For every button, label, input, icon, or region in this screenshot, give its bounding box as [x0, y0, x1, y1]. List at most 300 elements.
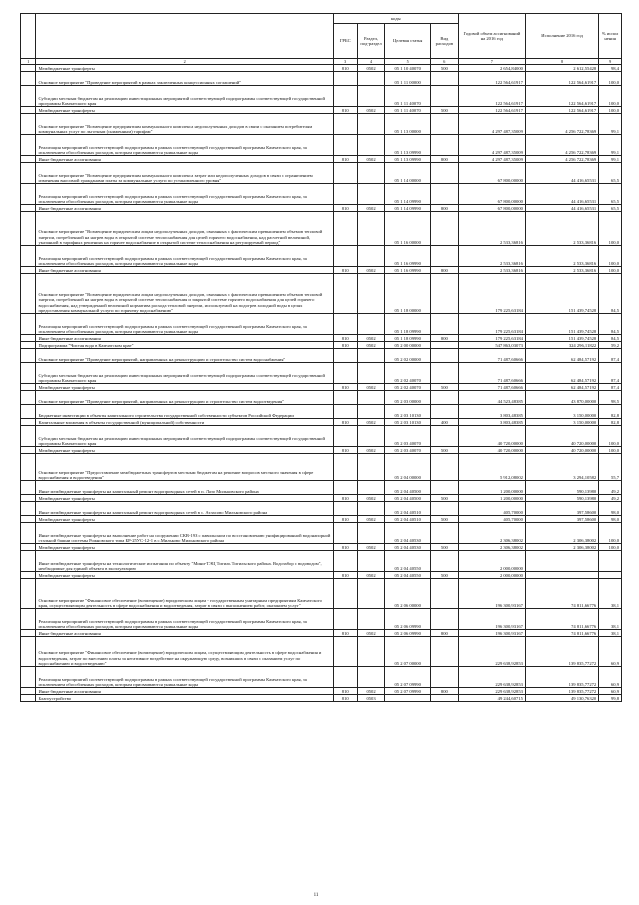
header-number-cell	[21, 14, 36, 59]
row-exp-type-cell	[430, 342, 458, 349]
table-row	[21, 572, 622, 579]
row-target-cell: 05 2 03 10130	[385, 405, 430, 419]
row-grbs-cell: 810	[333, 695, 357, 702]
row-percent-cell: 100,0	[599, 212, 622, 246]
row-name-cell: Основное мероприятие "Возмещение юридическим лицам недополученных доходов, связанных с фактическим превышением объемов тепловой энергии, потребленной на нагрев воды в открытой системе теплоснабжения и закрытой системе горячего водоснабжения для целей горячего водоснабжения, над утвержденной величиной норматива расхода тепловой энергии, используемой на подогрев холодной воды в целях предоставления коммунальной услуги по горячему водоснабжению"	[36, 274, 333, 314]
row-exp-type-cell: 500	[430, 495, 458, 502]
row-section-cell: 0502	[357, 572, 385, 579]
table-row	[21, 695, 622, 702]
row-percent-cell: 82,8	[599, 405, 622, 419]
row-target-cell: 05 2 07 09990	[385, 667, 430, 688]
row-annual-cell: 122 564,61917	[458, 72, 525, 86]
row-percent-cell: 100,0	[599, 523, 622, 544]
col-number: 3	[333, 59, 357, 65]
row-percent-cell: 100,0	[599, 426, 622, 447]
row-annual-cell: 179 225,63184	[458, 274, 525, 314]
row-executed-cell: 43 870,00000	[525, 391, 598, 405]
row-target-cell: 05 2 07 09990	[385, 688, 430, 695]
row-section-cell: 0502	[357, 384, 385, 391]
row-exp-type-cell: 800	[430, 335, 458, 342]
row-percent-cell	[599, 572, 622, 579]
row-percent-cell: 100,0	[599, 447, 622, 454]
row-percent-cell: 100,0	[599, 72, 622, 86]
row-number-cell	[21, 363, 36, 384]
row-grbs-cell	[333, 405, 357, 419]
table-row	[21, 405, 622, 419]
row-executed-cell: 74 811,66776	[525, 630, 598, 637]
table-row	[21, 551, 622, 572]
row-name-cell: Реализация мероприятий соответствующей подпрограммы в рамках соответствующей государственной программы Камчатского края, за исключением обособленных расходов, которым присваиваются уникальные коды	[36, 314, 333, 335]
row-name-cell: Иные бюджетные ассигнования	[36, 267, 333, 274]
row-name-cell: Основное мероприятие "Возмещение юридическим лицам недополученных доходов, связанных с фактическим превышением объемов тепловой энергии, потребленной на нагрев воды в открытой системе теплоснабжения для целей горячего водоснабжения, над расчетной величиной, указанной в тарифных решениях на горячее водоснабжение в открытой системе теплоснабжения на регулируемый период"	[36, 212, 333, 246]
row-annual-cell: 71 487,60666	[458, 363, 525, 384]
table-row	[21, 426, 622, 447]
row-name-cell: Межбюджетные трансферты	[36, 495, 333, 502]
row-percent-cell: 55,7	[599, 454, 622, 481]
row-target-cell: 05 1 11 40070	[385, 86, 430, 107]
row-exp-type-cell	[430, 523, 458, 544]
row-annual-cell: 40 720,00000	[458, 447, 525, 454]
row-grbs-cell	[333, 212, 357, 246]
row-number-cell	[21, 391, 36, 405]
row-number-cell	[21, 156, 36, 163]
row-executed-cell: 397,58600	[525, 502, 598, 516]
col-number: 4	[357, 59, 385, 65]
row-section-cell	[357, 579, 385, 609]
row-exp-type-cell: 800	[430, 267, 458, 274]
row-annual-cell: 1 200,00000	[458, 481, 525, 495]
row-section-cell	[357, 391, 385, 405]
row-target-cell: 05 2 04 40510	[385, 502, 430, 516]
row-exp-type-cell	[430, 502, 458, 516]
row-executed-cell: 139 835,77272	[525, 667, 598, 688]
row-annual-cell: 179 225,63184	[458, 335, 525, 342]
header-section: Раздел, под-раздел	[357, 24, 385, 59]
budget-table	[20, 13, 622, 702]
header-annual: Годовой объем ассигнований на 2016 год	[458, 14, 525, 59]
row-name-cell: Реализация мероприятий соответствующей подпрограммы в рамках соответствующей государственной программы Камчатского края, за исключением обособленных расходов, которым присваиваются уникальные коды	[36, 246, 333, 267]
row-exp-type-cell: 500	[430, 516, 458, 523]
row-grbs-cell: 810	[333, 156, 357, 163]
row-annual-cell: 2 000,00000	[458, 572, 525, 579]
row-grbs-cell	[333, 135, 357, 156]
row-percent-cell: 38,1	[599, 609, 622, 630]
row-annual-cell: 5 912,08002	[458, 454, 525, 481]
row-grbs-cell	[333, 637, 357, 667]
row-target-cell: 05 1 16 09990	[385, 246, 430, 267]
row-name-cell: Иные межбюджетные трансферты на капитальный ремонт водопроводных сетей в с. Атласово Мильковского района	[36, 502, 333, 516]
row-number-cell	[21, 579, 36, 609]
row-target-cell: 05 2 04 40550	[385, 572, 430, 579]
row-name-cell: Реализация мероприятий соответствующей подпрограммы в рамках соответствующей государственной программы Камчатского края, за исключением обособленных расходов, которым присваиваются уникальные коды	[36, 135, 333, 156]
row-name-cell: Межбюджетные трансферты	[36, 65, 333, 72]
row-name-cell: Бюджетные инвестиции в объекты капитального строительства государственной собственности субъектов Российской Федерации	[36, 405, 333, 419]
row-section-cell: 0502	[357, 516, 385, 523]
row-exp-type-cell	[430, 579, 458, 609]
row-annual-cell: 196 300,93167	[458, 609, 525, 630]
row-exp-type-cell: 500	[430, 65, 458, 72]
row-grbs-cell: 810	[333, 630, 357, 637]
row-name-cell: Иные межбюджетные трансферты на технологические испытания по объекту "Мини-ТЭЦ Тигиль Тигильского района. Водозабор с водоводом", необходимые для единой объекта в эксплуатацию	[36, 551, 333, 572]
row-exp-type-cell	[430, 246, 458, 267]
row-number-cell	[21, 342, 36, 349]
row-executed-cell: 4 256 722,78369	[525, 114, 598, 135]
row-executed-cell: 2 533,36816	[525, 212, 598, 246]
col-number: 6	[430, 59, 458, 65]
row-target-cell: 05 1 18 09990	[385, 335, 430, 342]
row-target-cell: 05 2 06 09990	[385, 609, 430, 630]
row-grbs-cell	[333, 363, 357, 384]
row-executed-cell: 44 416,65531	[525, 163, 598, 184]
page-number: 11	[313, 893, 319, 898]
row-annual-cell: 2 533,36816	[458, 267, 525, 274]
row-percent-cell: 87,4	[599, 363, 622, 384]
row-name-cell: Субсидии местным бюджетам на реализацию инвестиционных мероприятий соответствующей подпрограммы соответствующей государственной программы Камчатского края	[36, 86, 333, 107]
row-number-cell	[21, 72, 36, 86]
row-exp-type-cell: 500	[430, 384, 458, 391]
row-percent-cell: 60,9	[599, 637, 622, 667]
table-row	[21, 114, 622, 135]
table-row	[21, 688, 622, 695]
row-executed-cell	[525, 572, 598, 579]
row-number-cell	[21, 107, 36, 114]
row-executed-cell: 74 811,66776	[525, 579, 598, 609]
row-section-cell	[357, 163, 385, 184]
row-annual-cell: 2 306,38002	[458, 523, 525, 544]
row-section-cell: 0503	[357, 695, 385, 702]
table-row	[21, 523, 622, 544]
row-executed-cell: 590,13980	[525, 495, 598, 502]
table-row	[21, 274, 622, 314]
row-grbs-cell	[333, 502, 357, 516]
row-grbs-cell	[333, 184, 357, 205]
row-annual-cell: 196 300,93167	[458, 579, 525, 609]
table-row	[21, 349, 622, 363]
table-row	[21, 246, 622, 267]
row-executed-cell: 40 720,00000	[525, 426, 598, 447]
col-number: 5	[385, 59, 430, 65]
row-name-cell: Межбюджетные трансферты	[36, 544, 333, 551]
table-row	[21, 107, 622, 114]
row-name-cell: Основное мероприятие "Предоставление межбюджетных трансфертов местным бюджетам на решение вопросов местного значения в сфере водоснабжения и водоотведения"	[36, 454, 333, 481]
row-name-cell: Иные бюджетные ассигнования	[36, 630, 333, 637]
row-grbs-cell	[333, 551, 357, 572]
row-section-cell: 0502	[357, 495, 385, 502]
row-annual-cell: 405,70000	[458, 502, 525, 516]
row-grbs-cell	[333, 481, 357, 495]
row-section-cell: 0502	[357, 335, 385, 342]
row-percent-cell: 100,0	[599, 267, 622, 274]
row-target-cell: 05 1 13 09990	[385, 135, 430, 156]
header-percent: % испол нения	[599, 14, 622, 59]
table-row	[21, 495, 622, 502]
row-percent-cell: 38,1	[599, 630, 622, 637]
row-grbs-cell	[333, 579, 357, 609]
table-row	[21, 65, 622, 72]
row-executed-cell: 122 564,61917	[525, 86, 598, 107]
row-number-cell	[21, 274, 36, 314]
row-exp-type-cell	[430, 426, 458, 447]
row-percent-cell: 38,1	[599, 579, 622, 609]
row-number-cell	[21, 544, 36, 551]
row-exp-type-cell: 500	[430, 544, 458, 551]
col-number: 1	[21, 59, 36, 65]
row-grbs-cell: 810	[333, 419, 357, 426]
row-section-cell	[357, 609, 385, 630]
table-row	[21, 579, 622, 609]
row-exp-type-cell	[430, 609, 458, 630]
row-number-cell	[21, 314, 36, 335]
row-annual-cell: 196 300,93167	[458, 630, 525, 637]
row-name-cell: Основное мероприятие "Возмещение предприятиям коммунального комплекса затрат или недополученных доходов в связи с ограничением изменения вносимой гражданами платы за коммунальные услуги по установленного уровня"	[36, 163, 333, 184]
row-exp-type-cell	[430, 551, 458, 572]
row-number-cell	[21, 86, 36, 107]
row-exp-type-cell: 800	[430, 205, 458, 212]
row-number-cell	[21, 163, 36, 184]
row-target-cell: 05 2 06 09990	[385, 630, 430, 637]
row-exp-type-cell	[430, 86, 458, 107]
row-section-cell	[357, 426, 385, 447]
row-number-cell	[21, 495, 36, 502]
row-section-cell: 0502	[357, 630, 385, 637]
row-percent-cell: 98,0	[599, 502, 622, 516]
row-number-cell	[21, 667, 36, 688]
table-row	[21, 384, 622, 391]
row-grbs-cell: 810	[333, 516, 357, 523]
row-name-cell: Межбюджетные трансферты	[36, 572, 333, 579]
row-percent-cell: 82,8	[599, 419, 622, 426]
row-section-cell	[357, 454, 385, 481]
row-percent-cell: 99,1	[599, 156, 622, 163]
row-target-cell: 05 2 04 40550	[385, 551, 430, 572]
row-section-cell	[357, 363, 385, 384]
row-percent-cell: 84,5	[599, 335, 622, 342]
row-grbs-cell	[333, 163, 357, 184]
row-annual-cell: 71 487,60666	[458, 349, 525, 363]
row-target-cell: 05 2 02 40070	[385, 363, 430, 384]
row-target-cell: 05 2 04 40500	[385, 495, 430, 502]
row-target-cell: 05 1 18 09990	[385, 314, 430, 335]
row-target-cell: 05 1 16 09990	[385, 267, 430, 274]
row-executed-cell: 151 439,74528	[525, 314, 598, 335]
row-percent-cell	[599, 551, 622, 572]
row-number-cell	[21, 135, 36, 156]
row-percent-cell: 84,5	[599, 274, 622, 314]
row-executed-cell: 4 256 722,78369	[525, 135, 598, 156]
row-name-cell: Реализация мероприятий соответствующей подпрограммы в рамках соответствующей государственной программы Камчатского края, за исключением обособленных расходов, которым присваиваются уникальные коды	[36, 184, 333, 205]
row-executed-cell: 49 130,76320	[525, 695, 598, 702]
row-target-cell: 05 2 04 40510	[385, 516, 430, 523]
row-executed-cell: 3 150,00000	[525, 419, 598, 426]
row-target-cell: 05 2 02 00000	[385, 349, 430, 363]
row-number-cell	[21, 419, 36, 426]
row-exp-type-cell	[430, 184, 458, 205]
row-number-cell	[21, 502, 36, 516]
row-executed-cell: 122 564,61917	[525, 72, 598, 86]
row-executed-cell: 74 811,66776	[525, 609, 598, 630]
row-grbs-cell	[333, 391, 357, 405]
row-executed-cell: 44 416,65531	[525, 184, 598, 205]
table-row	[21, 163, 622, 184]
row-number-cell	[21, 205, 36, 212]
row-number-cell	[21, 426, 36, 447]
row-number-cell	[21, 523, 36, 544]
row-percent-cell: 87,4	[599, 349, 622, 363]
row-percent-cell: 100,0	[599, 107, 622, 114]
row-executed-cell: 40 720,00000	[525, 447, 598, 454]
table-row	[21, 135, 622, 156]
row-number-cell	[21, 609, 36, 630]
row-executed-cell: 44 416,65531	[525, 205, 598, 212]
row-number-cell	[21, 516, 36, 523]
table-row	[21, 391, 622, 405]
row-number-cell	[21, 65, 36, 72]
row-annual-cell: 2 533,36816	[458, 246, 525, 267]
row-name-cell: Иные межбюджетные трансферты на выполнение работ на сооружении СКВ-19З с павильоном по восстановлению унифицированной водонапорной стальной башни системы Рожновского типа БР-25УС-12-1 в с.Мильково Мильковского района	[36, 523, 333, 544]
table-row	[21, 342, 622, 349]
row-percent-cell: 49,2	[599, 481, 622, 495]
table-row	[21, 184, 622, 205]
row-annual-cell: 405,70000	[458, 516, 525, 523]
row-name-cell: Иные межбюджетные трансферты на капитальный ремонт водопроводных сетей в п. Лазо Мильковского района	[36, 481, 333, 495]
row-target-cell: 05 1 10 40070	[385, 65, 430, 72]
row-executed-cell: 2 533,36816	[525, 246, 598, 267]
row-exp-type-cell	[430, 274, 458, 314]
row-name-cell: Иные бюджетные ассигнования	[36, 156, 333, 163]
row-annual-cell: 2 533,36816	[458, 212, 525, 246]
row-section-cell	[357, 212, 385, 246]
row-target-cell: 05 1 11 00000	[385, 72, 430, 86]
row-percent-cell: 98,5	[599, 391, 622, 405]
table-row	[21, 516, 622, 523]
row-section-cell: 0502	[357, 447, 385, 454]
table-row	[21, 481, 622, 495]
row-annual-cell: 3 803,48385	[458, 419, 525, 426]
row-number-cell	[21, 637, 36, 667]
row-exp-type-cell: 400	[430, 419, 458, 426]
row-exp-type-cell: 800	[430, 630, 458, 637]
header-executed: Исполнение 2016 год	[525, 14, 598, 59]
row-percent-cell: 60,9	[599, 688, 622, 695]
row-section-cell	[357, 135, 385, 156]
row-annual-cell: 4 297 487,35009	[458, 156, 525, 163]
row-name-cell: Иные бюджетные ассигнования	[36, 205, 333, 212]
row-executed-cell: 2 533,36816	[525, 267, 598, 274]
table-row	[21, 86, 622, 107]
row-annual-cell: 122 564,61917	[458, 107, 525, 114]
row-name-cell: Капитальные вложения в объекты государственной (муниципальной) собственности	[36, 419, 333, 426]
row-number-cell	[21, 551, 36, 572]
table-row	[21, 447, 622, 454]
row-executed-cell	[525, 551, 598, 572]
row-target-cell: 05 1 18 00000	[385, 274, 430, 314]
col-number: 8	[525, 59, 598, 65]
row-number-cell	[21, 447, 36, 454]
row-target-cell: 05 1 14 09990	[385, 184, 430, 205]
row-number-cell	[21, 695, 36, 702]
table-row	[21, 609, 622, 630]
col-number: 7	[458, 59, 525, 65]
header-codes: коды	[333, 14, 458, 24]
row-section-cell: 0502	[357, 156, 385, 163]
row-name-cell: Субсидии местным бюджетам на реализацию инвестиционных мероприятий соответствующей подпрограммы соответствующей государственной программы Камчатского края	[36, 426, 333, 447]
row-executed-cell: 151 439,74528	[525, 335, 598, 342]
row-target-cell: 05 2 03 00000	[385, 391, 430, 405]
row-grbs-cell: 810	[333, 107, 357, 114]
row-grbs-cell	[333, 426, 357, 447]
row-target-cell: 05 2 07 00000	[385, 637, 430, 667]
table-row	[21, 502, 622, 516]
row-target-cell: 05 1 13 09990	[385, 156, 430, 163]
row-percent-cell: 99,8	[599, 695, 622, 702]
row-number-cell	[21, 630, 36, 637]
row-grbs-cell: 810	[333, 544, 357, 551]
row-section-cell	[357, 637, 385, 667]
row-annual-cell: 3 803,48385	[458, 405, 525, 419]
row-target-cell: 05 2 03 10130	[385, 419, 430, 426]
row-executed-cell: 590,13980	[525, 481, 598, 495]
row-section-cell: 0502	[357, 65, 385, 72]
row-target-cell: 05 2 03 40070	[385, 426, 430, 447]
col-number: 2	[36, 59, 333, 65]
row-executed-cell: 3 294,10582	[525, 454, 598, 481]
row-section-cell	[357, 502, 385, 516]
row-target-cell: 05 2 04 40530	[385, 544, 430, 551]
row-section-cell: 0502	[357, 107, 385, 114]
row-section-cell	[357, 667, 385, 688]
row-exp-type-cell	[430, 667, 458, 688]
row-exp-type-cell	[430, 163, 458, 184]
row-number-cell	[21, 405, 36, 419]
row-exp-type-cell	[430, 637, 458, 667]
row-annual-cell: 2 654,84000	[458, 65, 525, 72]
row-name-cell: Иные бюджетные ассигнования	[36, 688, 333, 695]
table-row	[21, 72, 622, 86]
row-target-cell: 05 1 13 00000	[385, 114, 430, 135]
table-row	[21, 314, 622, 335]
row-target-cell: 05 2 04 40500	[385, 481, 430, 495]
row-exp-type-cell: 500	[430, 447, 458, 454]
table-row	[21, 419, 622, 426]
row-name-cell: Межбюджетные трансферты	[36, 107, 333, 114]
row-target-cell: 05 1 14 00000	[385, 163, 430, 184]
row-annual-cell: 4 297 487,35009	[458, 114, 525, 135]
row-exp-type-cell	[430, 114, 458, 135]
row-target-cell: 05 2 04 00000	[385, 454, 430, 481]
row-number-cell	[21, 114, 36, 135]
row-name-cell: Межбюджетные трансферты	[36, 516, 333, 523]
row-executed-cell: 324 296,11822	[525, 342, 598, 349]
row-executed-cell: 139 835,77272	[525, 688, 598, 695]
row-executed-cell: 2 306,38002	[525, 544, 598, 551]
row-executed-cell: 62 484,57192	[525, 363, 598, 384]
row-percent-cell: 99,1	[599, 135, 622, 156]
row-section-cell: 0502	[357, 419, 385, 426]
row-number-cell	[21, 212, 36, 246]
table-row	[21, 630, 622, 637]
table-row	[21, 363, 622, 384]
row-exp-type-cell: 500	[430, 107, 458, 114]
row-grbs-cell	[333, 114, 357, 135]
table-row	[21, 637, 622, 667]
row-exp-type-cell: 500	[430, 572, 458, 579]
row-executed-cell: 122 564,61917	[525, 107, 598, 114]
row-name-cell: Основное мероприятие "Проведение мероприятий, направленных на реконструкцию и строительство систем водоснабжения"	[36, 349, 333, 363]
row-grbs-cell: 810	[333, 384, 357, 391]
row-executed-cell: 2 306,38002	[525, 523, 598, 544]
table-row	[21, 212, 622, 246]
row-number-cell	[21, 454, 36, 481]
